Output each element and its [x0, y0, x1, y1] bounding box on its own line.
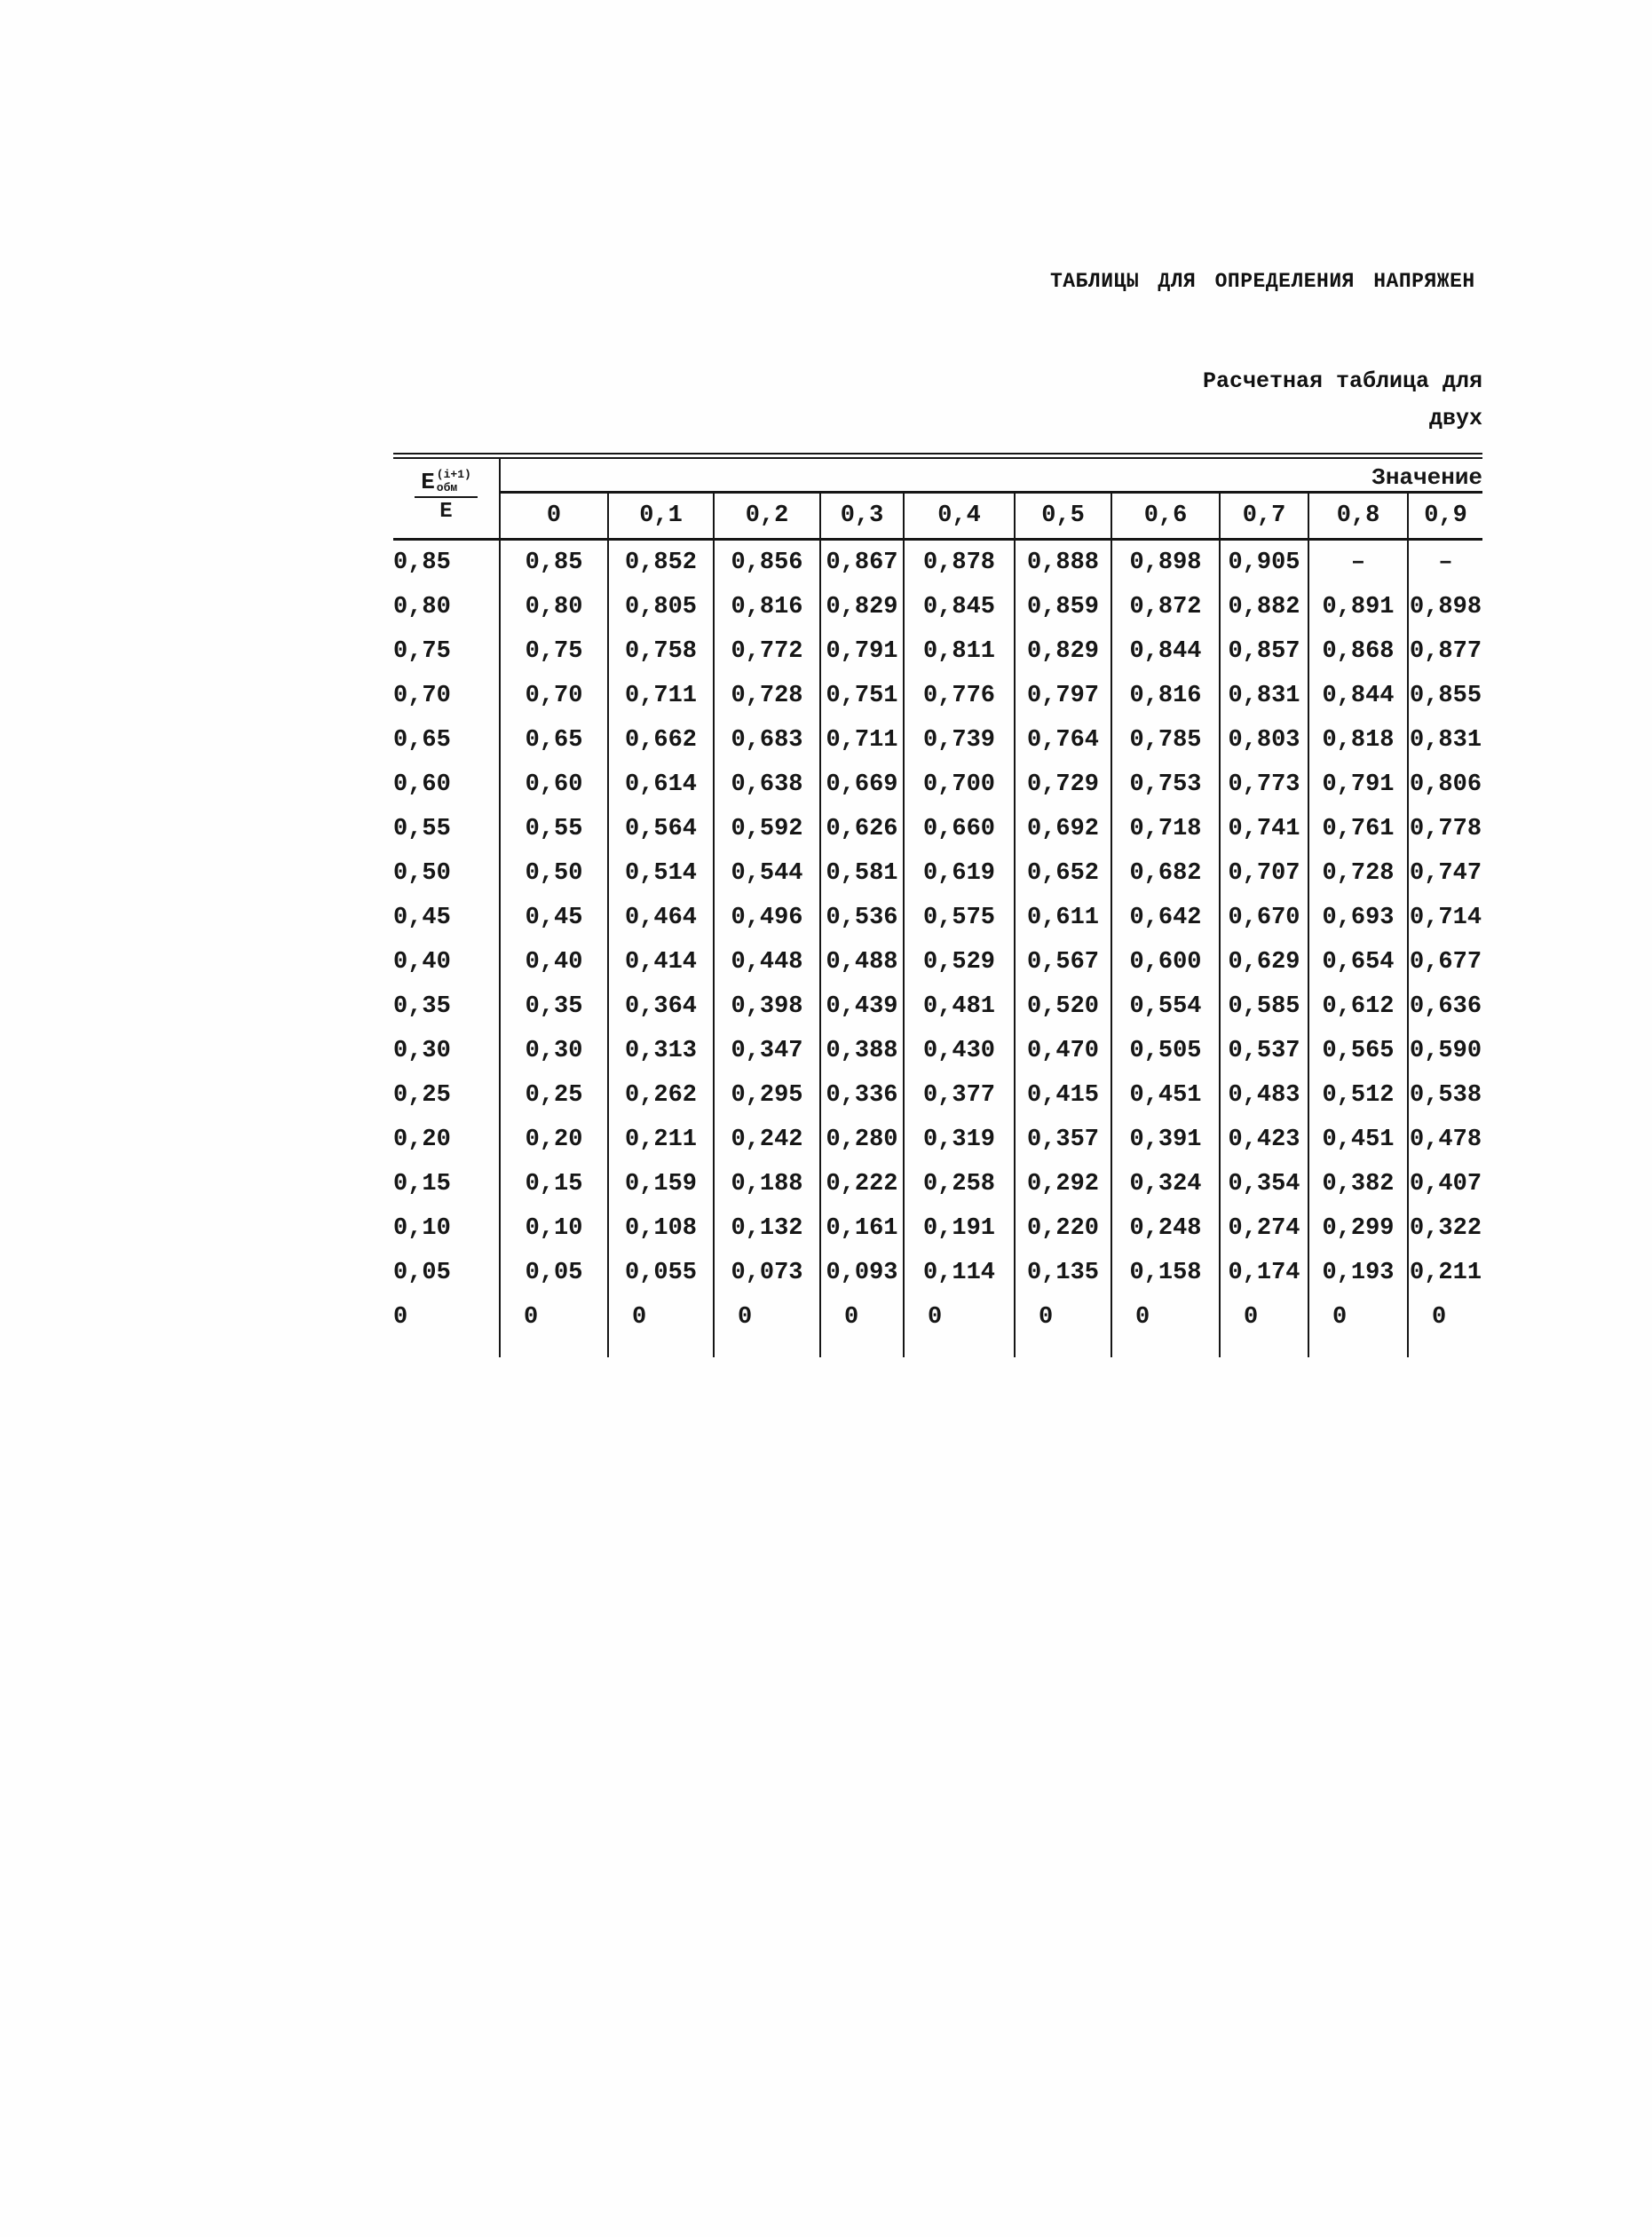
table-cell: 0,791: [820, 629, 904, 674]
table-cell: 0,357: [1015, 1118, 1111, 1162]
table-cell: 0,816: [714, 585, 820, 629]
table-cell: 0,388: [820, 1029, 904, 1073]
table-cell: 0,20: [500, 1118, 608, 1162]
table-cell: 0,222: [820, 1162, 904, 1206]
table-cell: 0,70: [500, 674, 608, 718]
column-header: 0,6: [1111, 493, 1220, 540]
row-label: 0,20: [393, 1118, 500, 1162]
corner-ratio-label: [393, 456, 500, 540]
table-row: [393, 940, 1482, 984]
table-row: [393, 1206, 1482, 1251]
table-cell: –: [1408, 540, 1482, 586]
table-cell: 0,891: [1308, 585, 1408, 629]
table-cell: 0,354: [1220, 1162, 1308, 1206]
column-header: 0,9: [1408, 493, 1482, 540]
table-cell: 0,481: [904, 984, 1015, 1029]
column-header: 0,7: [1220, 493, 1308, 540]
table-cell: 0,093: [820, 1251, 904, 1295]
row-label: 0,15: [393, 1162, 500, 1206]
table-cell: 0,324: [1111, 1162, 1220, 1206]
table-cell: 0,758: [608, 629, 714, 674]
table-cell: 0: [820, 1295, 904, 1340]
table-cell: 0,629: [1220, 940, 1308, 984]
rule-extension-cell: [1220, 1340, 1308, 1357]
table-cell: 0: [904, 1295, 1015, 1340]
table-cell: 0,585: [1220, 984, 1308, 1029]
row-label: 0,50: [393, 851, 500, 896]
table-cell: 0,811: [904, 629, 1015, 674]
table-cell: 0,529: [904, 940, 1015, 984]
table-cell: 0,718: [1111, 807, 1220, 851]
table-row: [393, 1073, 1482, 1118]
row-label: 0,80: [393, 585, 500, 629]
calculation-table: [393, 453, 1482, 1357]
table-row: [393, 585, 1482, 629]
table-cell: 0,677: [1408, 940, 1482, 984]
table-cell: 0,660: [904, 807, 1015, 851]
table-cell: 0: [1111, 1295, 1220, 1340]
table-cell: 0,898: [1111, 540, 1220, 586]
table-cell: 0: [1015, 1295, 1111, 1340]
rule-extension-cell: [500, 1340, 608, 1357]
table-cell: 0,683: [714, 718, 820, 763]
table-cell: 0,898: [1408, 585, 1482, 629]
table-cell: 0,85: [500, 540, 608, 586]
table-cell: 0,829: [1015, 629, 1111, 674]
table-cell: 0,844: [1111, 629, 1220, 674]
table-cell: 0,700: [904, 763, 1015, 807]
table-cell: 0,258: [904, 1162, 1015, 1206]
table-cell: 0,741: [1220, 807, 1308, 851]
table-cell: 0,470: [1015, 1029, 1111, 1073]
table-cell: 0,211: [608, 1118, 714, 1162]
table-cell: 0,262: [608, 1073, 714, 1118]
table-cell: 0,751: [820, 674, 904, 718]
table-cell: 0,753: [1111, 763, 1220, 807]
table-cell: 0,791: [1308, 763, 1408, 807]
table-cell: 0,600: [1111, 940, 1220, 984]
row-label: 0,55: [393, 807, 500, 851]
table-row: [393, 540, 1482, 586]
rule-extension-cell: [1408, 1340, 1482, 1357]
table-cell: 0,773: [1220, 763, 1308, 807]
table-cell: 0,536: [820, 896, 904, 940]
table-cell: 0,488: [820, 940, 904, 984]
fraction-denominator: Е: [439, 500, 453, 524]
table-cell: 0,10: [500, 1206, 608, 1251]
table-cell: 0,739: [904, 718, 1015, 763]
table-cell: 0,829: [820, 585, 904, 629]
value-heading-row: [393, 456, 1482, 493]
table-cell: 0,537: [1220, 1029, 1308, 1073]
table-cell: 0,642: [1111, 896, 1220, 940]
table-row: [393, 807, 1482, 851]
row-label: 0,30: [393, 1029, 500, 1073]
table-cell: 0,423: [1220, 1118, 1308, 1162]
table-cell: 0,831: [1408, 718, 1482, 763]
table-cell: 0,158: [1111, 1251, 1220, 1295]
table-cell: 0,538: [1408, 1073, 1482, 1118]
table-cell: 0,496: [714, 896, 820, 940]
table-rule-extension: [393, 1340, 1482, 1357]
table-cell: 0,544: [714, 851, 820, 896]
table-cell: 0,888: [1015, 540, 1111, 586]
table-cell: 0,114: [904, 1251, 1015, 1295]
row-label: 0,25: [393, 1073, 500, 1118]
table-cell: 0,565: [1308, 1029, 1408, 1073]
table-cell: 0,505: [1111, 1029, 1220, 1073]
page-title: ТАБЛИЦЫ ДЛЯ ОПРЕДЕЛЕНИЯ НАПРЯЖЕН: [1050, 270, 1475, 293]
row-label: 0,40: [393, 940, 500, 984]
table-cell: 0,211: [1408, 1251, 1482, 1295]
table-cell: 0,161: [820, 1206, 904, 1251]
table-cell: 0,844: [1308, 674, 1408, 718]
table-cell: 0: [608, 1295, 714, 1340]
rule-extension-cell: [1308, 1340, 1408, 1357]
table-cell: 0,191: [904, 1206, 1015, 1251]
numerator-base: E: [421, 468, 435, 495]
table-cell: 0,852: [608, 540, 714, 586]
table-cell: 0,654: [1308, 940, 1408, 984]
table-cell: 0,75: [500, 629, 608, 674]
table-cell: 0,859: [1015, 585, 1111, 629]
table-cell: 0,313: [608, 1029, 714, 1073]
table-cell: 0,868: [1308, 629, 1408, 674]
numerator-subscript: обм: [436, 480, 458, 494]
table-cell: 0,785: [1111, 718, 1220, 763]
table-cell: 0,669: [820, 763, 904, 807]
table-cell: 0,430: [904, 1029, 1015, 1073]
table-cell: 0,347: [714, 1029, 820, 1073]
subtitle-line-2: двух: [1428, 406, 1482, 431]
table-cell: 0,295: [714, 1073, 820, 1118]
table-cell: 0,772: [714, 629, 820, 674]
table-row: [393, 1118, 1482, 1162]
table-cell: 0,292: [1015, 1162, 1111, 1206]
table-cell: 0,564: [608, 807, 714, 851]
table-cell: 0: [1308, 1295, 1408, 1340]
subtitle: [1203, 363, 1482, 438]
table-cell: 0,364: [608, 984, 714, 1029]
table-cell: 0,108: [608, 1206, 714, 1251]
table-cell: 0,652: [1015, 851, 1111, 896]
table-cell: 0,65: [500, 718, 608, 763]
table-cell: 0,761: [1308, 807, 1408, 851]
column-header: 0,4: [904, 493, 1015, 540]
table-cell: 0,728: [1308, 851, 1408, 896]
rule-extension-cell: [1015, 1340, 1111, 1357]
table-cell: 0,831: [1220, 674, 1308, 718]
table-cell: 0,692: [1015, 807, 1111, 851]
table-cell: 0,55: [500, 807, 608, 851]
table-cell: 0,619: [904, 851, 1015, 896]
table-cell: 0,448: [714, 940, 820, 984]
table-cell: 0,336: [820, 1073, 904, 1118]
table-cell: 0,05: [500, 1251, 608, 1295]
table-cell: 0,274: [1220, 1206, 1308, 1251]
table-cell: 0,415: [1015, 1073, 1111, 1118]
table-row: [393, 674, 1482, 718]
rule-extension-cell: [393, 1340, 500, 1357]
row-label: 0,70: [393, 674, 500, 718]
table-cell: –: [1308, 540, 1408, 586]
table-row: [393, 1251, 1482, 1295]
numerator-scripts: [437, 469, 471, 494]
table-cell: 0,220: [1015, 1206, 1111, 1251]
table-row: [393, 851, 1482, 896]
table-cell: 0,638: [714, 763, 820, 807]
table-cell: 0,581: [820, 851, 904, 896]
subtitle-line-1: Расчетная таблица для: [1202, 368, 1482, 394]
column-header-row: [393, 493, 1482, 540]
table-cell: 0,707: [1220, 851, 1308, 896]
table-cell: 0,193: [1308, 1251, 1408, 1295]
table-cell: 0,711: [608, 674, 714, 718]
table-cell: 0,882: [1220, 585, 1308, 629]
table-cell: 0,905: [1220, 540, 1308, 586]
table-cell: 0,15: [500, 1162, 608, 1206]
table-cell: 0,451: [1308, 1118, 1408, 1162]
row-label: 0,60: [393, 763, 500, 807]
table-cell: 0,590: [1408, 1029, 1482, 1073]
table-cell: 0,611: [1015, 896, 1111, 940]
table-cell: 0,592: [714, 807, 820, 851]
table-cell: 0,60: [500, 763, 608, 807]
table-cell: 0: [1408, 1295, 1482, 1340]
table-cell: 0,188: [714, 1162, 820, 1206]
table-cell: 0,711: [820, 718, 904, 763]
table-cell: 0,377: [904, 1073, 1015, 1118]
fraction: [415, 469, 478, 524]
table-cell: 0,242: [714, 1118, 820, 1162]
column-header: 0: [500, 493, 608, 540]
table-cell: 0,764: [1015, 718, 1111, 763]
table-cell: 0,636: [1408, 984, 1482, 1029]
table-cell: 0,818: [1308, 718, 1408, 763]
row-label: 0,35: [393, 984, 500, 1029]
table-cell: 0,803: [1220, 718, 1308, 763]
table-cell: 0,662: [608, 718, 714, 763]
table-cell: 0,135: [1015, 1251, 1111, 1295]
value-heading: Значение: [500, 456, 1482, 493]
table-cell: 0: [714, 1295, 820, 1340]
table-cell: 0,856: [714, 540, 820, 586]
rule-extension-cell: [904, 1340, 1015, 1357]
table-cell: 0: [1220, 1295, 1308, 1340]
fraction-numerator: [415, 469, 478, 498]
table-cell: 0,797: [1015, 674, 1111, 718]
table-cell: 0,407: [1408, 1162, 1482, 1206]
table-cell: 0,50: [500, 851, 608, 896]
table-cell: 0,693: [1308, 896, 1408, 940]
table-cell: 0,729: [1015, 763, 1111, 807]
table-cell: 0,867: [820, 540, 904, 586]
table-cell: 0,855: [1408, 674, 1482, 718]
row-label: 0,45: [393, 896, 500, 940]
table-cell: 0,174: [1220, 1251, 1308, 1295]
table-cell: 0,776: [904, 674, 1015, 718]
table-row: [393, 896, 1482, 940]
table-cell: 0,512: [1308, 1073, 1408, 1118]
row-label: 0,05: [393, 1251, 500, 1295]
table-cell: 0,45: [500, 896, 608, 940]
table-cell: 0,614: [608, 763, 714, 807]
table-cell: 0,248: [1111, 1206, 1220, 1251]
table-cell: 0,439: [820, 984, 904, 1029]
numerator-superscript: (i+1): [436, 468, 471, 482]
table-cell: 0,40: [500, 940, 608, 984]
column-header: 0,8: [1308, 493, 1408, 540]
rule-extension-cell: [1111, 1340, 1220, 1357]
table-cell: 0,878: [904, 540, 1015, 586]
table-cell: 0,857: [1220, 629, 1308, 674]
row-label: 0,10: [393, 1206, 500, 1251]
table-cell: 0,805: [608, 585, 714, 629]
table-cell: 0,319: [904, 1118, 1015, 1162]
table-cell: 0,391: [1111, 1118, 1220, 1162]
row-label: 0,85: [393, 540, 500, 586]
table-cell: 0,25: [500, 1073, 608, 1118]
table-row: [393, 1029, 1482, 1073]
table-cell: 0,747: [1408, 851, 1482, 896]
row-label: 0,65: [393, 718, 500, 763]
table-cell: 0,30: [500, 1029, 608, 1073]
table-cell: 0,575: [904, 896, 1015, 940]
table-cell: 0,35: [500, 984, 608, 1029]
rule-extension-cell: [608, 1340, 714, 1357]
table-cell: 0,806: [1408, 763, 1482, 807]
table-cell: 0,280: [820, 1118, 904, 1162]
table-cell: 0,322: [1408, 1206, 1482, 1251]
table-row: [393, 763, 1482, 807]
table-cell: 0,714: [1408, 896, 1482, 940]
table-cell: 0,872: [1111, 585, 1220, 629]
table-cell: 0,451: [1111, 1073, 1220, 1118]
table-cell: 0,728: [714, 674, 820, 718]
table-cell: 0,520: [1015, 984, 1111, 1029]
column-header: 0,2: [714, 493, 820, 540]
table-cell: 0,414: [608, 940, 714, 984]
table-cell: 0,670: [1220, 896, 1308, 940]
rule-extension-cell: [714, 1340, 820, 1357]
table-cell: 0,132: [714, 1206, 820, 1251]
table-cell: 0,554: [1111, 984, 1220, 1029]
column-header: 0,5: [1015, 493, 1111, 540]
table-cell: 0,682: [1111, 851, 1220, 896]
table-row: [393, 984, 1482, 1029]
table-cell: 0,626: [820, 807, 904, 851]
table-cell: 0,398: [714, 984, 820, 1029]
table-row: [393, 1162, 1482, 1206]
table-cell: 0,382: [1308, 1162, 1408, 1206]
table-cell: 0,816: [1111, 674, 1220, 718]
table-cell: 0,299: [1308, 1206, 1408, 1251]
row-label: 0,75: [393, 629, 500, 674]
table-cell: 0,483: [1220, 1073, 1308, 1118]
column-header: 0,1: [608, 493, 714, 540]
table-cell: 0,877: [1408, 629, 1482, 674]
table-cell: 0,778: [1408, 807, 1482, 851]
table-cell: 0,80: [500, 585, 608, 629]
table-cell: 0,845: [904, 585, 1015, 629]
table-cell: 0: [500, 1295, 608, 1340]
table-cell: 0,159: [608, 1162, 714, 1206]
table-cell: 0,478: [1408, 1118, 1482, 1162]
table-cell: 0,514: [608, 851, 714, 896]
table-row: [393, 629, 1482, 674]
table-cell: 0,464: [608, 896, 714, 940]
table-row: [393, 1295, 1482, 1340]
rule-extension-cell: [820, 1340, 904, 1357]
table-cell: 0,055: [608, 1251, 714, 1295]
table-cell: 0,567: [1015, 940, 1111, 984]
table-row: [393, 718, 1482, 763]
table-cell: 0,612: [1308, 984, 1408, 1029]
row-label: 0: [393, 1295, 500, 1340]
column-header: 0,3: [820, 493, 904, 540]
table-cell: 0,073: [714, 1251, 820, 1295]
